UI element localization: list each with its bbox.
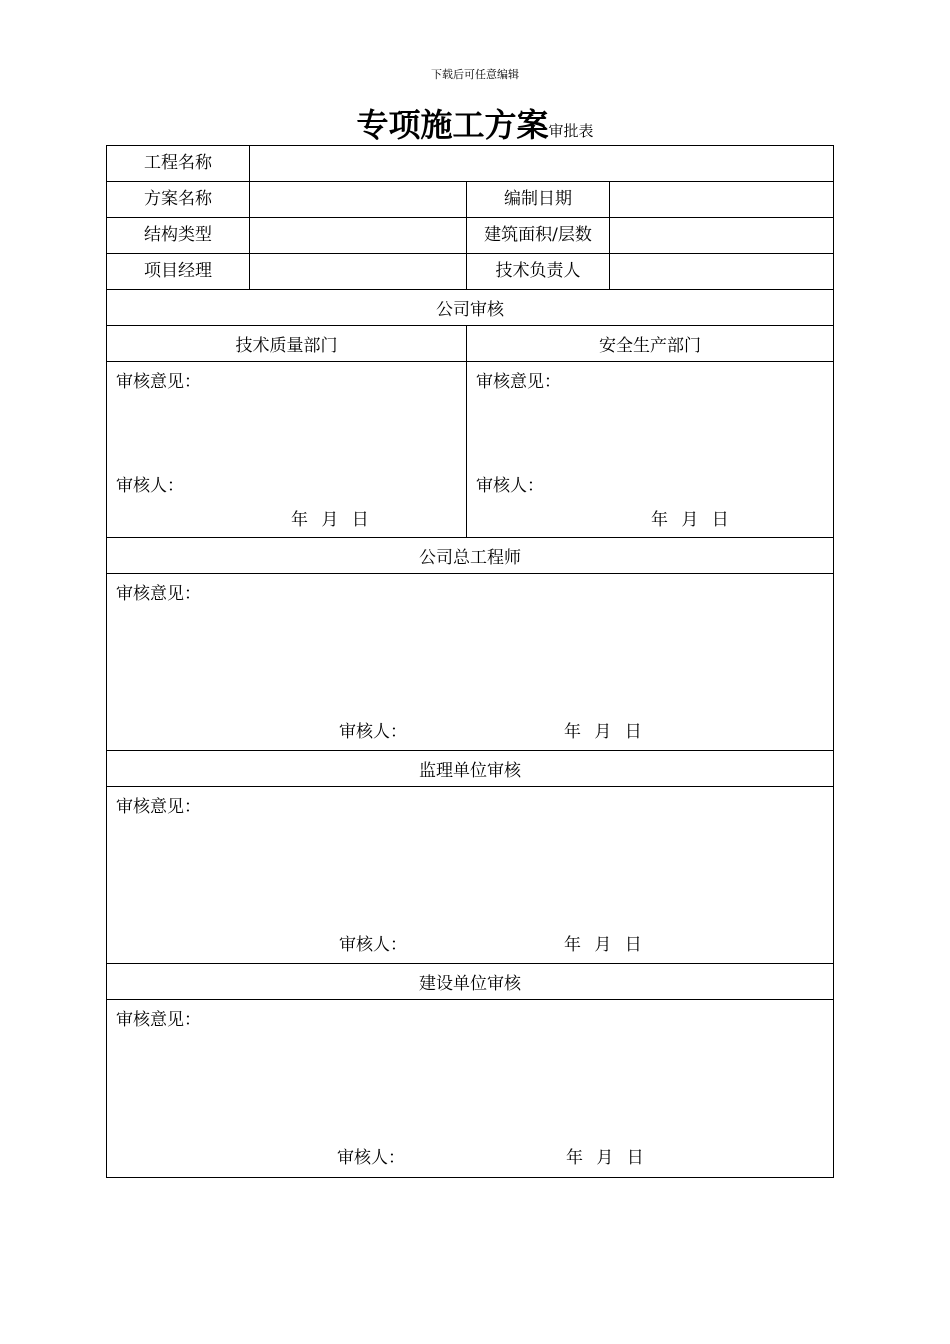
row-project-name xyxy=(107,146,834,182)
compile-date-label-cell xyxy=(467,182,610,218)
title-main: 专项施工方案 xyxy=(356,106,549,144)
safety-date: 年 月 日 xyxy=(651,510,729,530)
chief-engineer-opinion-label: 审核意见： xyxy=(116,584,201,604)
project-name-label-cell xyxy=(107,146,250,182)
tech-quality-reviewer-label: 审核人： xyxy=(116,476,184,496)
compile-date-field[interactable] xyxy=(610,182,834,218)
plan-name-field[interactable] xyxy=(250,182,467,218)
row-plan-name xyxy=(107,182,834,218)
tech-lead-field[interactable] xyxy=(610,254,834,290)
row-supervision-header xyxy=(107,751,834,787)
tech-lead-label-cell xyxy=(467,254,610,290)
building-area-label-cell xyxy=(467,218,610,254)
row-company-review-header xyxy=(107,290,834,326)
tech-quality-dept-header xyxy=(107,326,467,362)
tech-quality-date: 年 月 日 xyxy=(291,510,369,530)
row-manager xyxy=(107,254,834,290)
project-manager-label: 项目经理 xyxy=(144,261,212,281)
approval-form-table xyxy=(106,145,834,1178)
chief-engineer-title: 公司总工程师 xyxy=(419,548,521,568)
safety-review-cell[interactable] xyxy=(467,362,834,538)
row-construction-review xyxy=(107,1000,834,1178)
plan-name-label-cell xyxy=(107,182,250,218)
construction-date: 年 月 日 xyxy=(566,1148,644,1168)
supervision-review-header xyxy=(107,751,834,787)
row-dept-headers xyxy=(107,326,834,362)
construction-review-header xyxy=(107,964,834,1000)
company-review-header xyxy=(107,290,834,326)
row-supervision-review xyxy=(107,787,834,964)
safety-dept-title: 安全生产部门 xyxy=(599,336,701,356)
safety-dept-header xyxy=(467,326,834,362)
tech-lead-label: 技术负责人 xyxy=(495,261,581,281)
project-name-label: 工程名称 xyxy=(144,153,212,173)
project-manager-field[interactable] xyxy=(250,254,467,290)
safety-reviewer-label: 审核人： xyxy=(476,476,544,496)
compile-date-label: 编制日期 xyxy=(504,189,572,209)
supervision-review-cell[interactable] xyxy=(107,787,834,964)
safety-opinion-label: 审核意见： xyxy=(476,372,561,392)
company-review-title: 公司审核 xyxy=(436,300,504,320)
plan-name-label: 方案名称 xyxy=(144,189,212,209)
structure-type-label-cell xyxy=(107,218,250,254)
row-construction-header xyxy=(107,964,834,1000)
construction-opinion-label: 审核意见： xyxy=(116,1010,201,1030)
row-structure xyxy=(107,218,834,254)
chief-engineer-header xyxy=(107,538,834,574)
supervision-date: 年 月 日 xyxy=(564,935,642,955)
header-note: 下载后可任意编辑 xyxy=(431,68,519,81)
project-name-field[interactable] xyxy=(250,146,834,182)
chief-engineer-date: 年 月 日 xyxy=(564,722,642,742)
tech-quality-review-cell[interactable] xyxy=(107,362,467,538)
construction-reviewer-label: 审核人： xyxy=(337,1148,405,1168)
chief-engineer-reviewer-label: 审核人： xyxy=(339,722,407,742)
page-title xyxy=(0,100,950,146)
building-area-label: 建筑面积/层数 xyxy=(484,225,592,245)
supervision-opinion-label: 审核意见： xyxy=(116,797,201,817)
supervision-reviewer-label: 审核人： xyxy=(339,935,407,955)
row-dept-reviews xyxy=(107,362,834,538)
supervision-review-title: 监理单位审核 xyxy=(419,761,521,781)
construction-review-title: 建设单位审核 xyxy=(419,974,521,994)
structure-type-label: 结构类型 xyxy=(144,225,212,245)
tech-quality-dept-title: 技术质量部门 xyxy=(235,336,338,356)
tech-quality-opinion-label: 审核意见： xyxy=(116,372,201,392)
chief-engineer-review-cell[interactable] xyxy=(107,574,834,751)
row-chief-engineer-review xyxy=(107,574,834,751)
title-sub: 审批表 xyxy=(548,122,594,140)
project-manager-label-cell xyxy=(107,254,250,290)
row-chief-engineer-header xyxy=(107,538,834,574)
structure-type-field[interactable] xyxy=(250,218,467,254)
building-area-field[interactable] xyxy=(610,218,834,254)
construction-review-cell[interactable] xyxy=(107,1000,834,1178)
